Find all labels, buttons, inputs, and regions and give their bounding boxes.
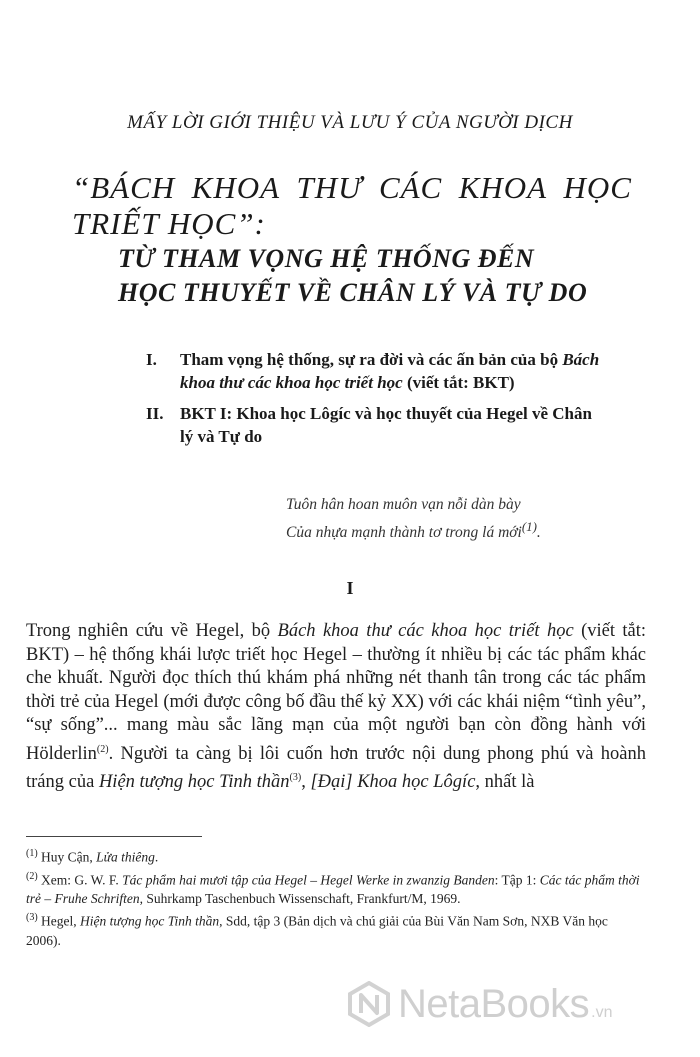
main-title-word: “BÁCH	[72, 170, 176, 205]
toc-item	[146, 402, 606, 448]
main-title	[72, 170, 632, 242]
subtitle-line-1: TỪ THAM VỌNG HỆ THỐNG ĐẾN	[118, 244, 535, 273]
epigraph-line-2: Của nhựa mạnh thành tơ trong lá mới$^{(1)}$.	[286, 519, 541, 542]
body-paragraph	[26, 620, 646, 795]
epigraph-line-2-text: Của nhựa mạnh thành tơ trong lá mới	[286, 524, 522, 542]
footnote-number: (3)	[26, 912, 38, 923]
footnote-text: –	[306, 872, 321, 887]
footnote-ref-3: (3)	[289, 772, 302, 784]
footnote-italic: Fruhe Schriften	[54, 891, 140, 906]
epigraph	[286, 494, 646, 544]
toc-text	[180, 348, 606, 394]
table-of-contents	[146, 348, 606, 456]
footnote-ref-2: (2)	[96, 743, 109, 755]
main-title-line-1	[72, 170, 632, 206]
main-title-line-2: TRIẾT HỌC”:	[72, 206, 266, 241]
epigraph-line-1: Tuôn hân hoan muôn vạn nỗi dàn bày	[286, 496, 521, 513]
section-heading: I	[346, 578, 354, 598]
footnote-text: , Sdd, tập 3 (Bản dịch và chú giải của Bùi Văn Nam Sơn, NXB Văn học 2006).	[26, 913, 608, 948]
footnotes	[26, 844, 646, 950]
toc-text	[180, 402, 606, 448]
body-text-2: (viết tắt: BKT) – hệ thống khái lược triết học Hegel – thường ít nhiều bị các tác phẩm khác che khuất. Người đọc thích thú khám phá những nét thanh tân trong các tác phẩm thời trẻ của Hegel (mới được công bố đầu thế kỷ XX) với các khái niệm “tình yêu”, “sự sống”... mang màu sắc lãng mạn của một người bạn còn đồng hành với Hölderlin	[26, 621, 646, 764]
footnote	[26, 867, 646, 909]
footnote-text: Xem: G. W. F.	[37, 872, 123, 887]
footnote-text: –	[41, 891, 55, 906]
watermark	[346, 974, 676, 1034]
footnote-text: , Suhrkamp Taschenbuch Wissenschaft, Frankfurt/M, 1969.	[139, 891, 461, 906]
footnote-number: (1)	[26, 848, 38, 859]
subtitle	[118, 242, 610, 310]
body-italic-2: Hiện tượng học Tinh thần	[98, 772, 290, 793]
toc-text-italic: Bách khoa thư các khoa học triết học	[180, 350, 600, 392]
footnote-italic: Hegel Werke in zwanzig Banden	[320, 872, 495, 887]
footnote	[26, 844, 646, 867]
toc-number: I.	[146, 350, 157, 369]
footnote-italic: Các tác phẩm thời trẻ	[26, 872, 640, 906]
body-italic-3: [Đại] Khoa học Lôgíc	[310, 772, 476, 793]
toc-item	[146, 348, 606, 394]
footnote-italic: Lửa thiêng	[96, 849, 155, 865]
main-title-word: KHOA	[191, 170, 281, 205]
watermark-tld: .vn	[591, 1004, 613, 1021]
main-title-word: CÁC	[378, 170, 443, 205]
body-italic-1: Bách khoa thư các khoa học triết học	[277, 621, 574, 641]
toc-text-part: Tham vọng hệ thống, sự ra đời và các ấn bản của bộ	[180, 350, 563, 369]
netabooks-logo-icon	[346, 981, 392, 1027]
footnote-number: (2)	[26, 870, 38, 882]
body-text-1: Trong nghiên cứu về Hegel, bộ	[26, 621, 278, 641]
watermark-brand: NetaBooks	[398, 981, 590, 1026]
subtitle-line-2: HỌC THUYẾT VỀ CHÂN LÝ VÀ TỰ DO	[118, 278, 588, 307]
body-text-5: , nhất là	[475, 772, 535, 793]
main-title-word: HỌC	[563, 170, 632, 205]
footnote-text: Hegel,	[37, 913, 81, 929]
footnote-text: : Tập 1:	[494, 872, 540, 887]
footnote-text: .	[154, 849, 159, 865]
footnote	[26, 908, 646, 950]
toc-text-part: BKT I: Khoa học Lôgíc và học thuyết của Hegel về Chân lý và Tự do	[180, 404, 592, 446]
footnote-text: Huy Cận,	[37, 849, 97, 865]
footnote-divider	[26, 836, 202, 837]
footnote-ref-1: (1)	[521, 519, 537, 534]
main-title-word: KHOA	[458, 170, 548, 205]
pretitle: MẤY LỜI GIỚI THIỆU VÀ LƯU Ý CỦA NGƯỜI DỊCH	[127, 112, 573, 133]
body-text-3: . Người ta càng bị lôi cuốn hơn trước nội dung phong phú và hoành tráng của	[26, 743, 646, 793]
main-title-word: THƯ	[296, 170, 363, 205]
toc-number: II.	[146, 404, 164, 423]
footnote-italic: Tác phẩm hai mươi tập của Hegel	[122, 872, 307, 887]
footnote-italic: Hiện tượng học Tinh thần	[80, 913, 220, 929]
toc-text-part: (viết tắt: BKT)	[402, 373, 515, 392]
body-text-4: ,	[301, 772, 311, 793]
